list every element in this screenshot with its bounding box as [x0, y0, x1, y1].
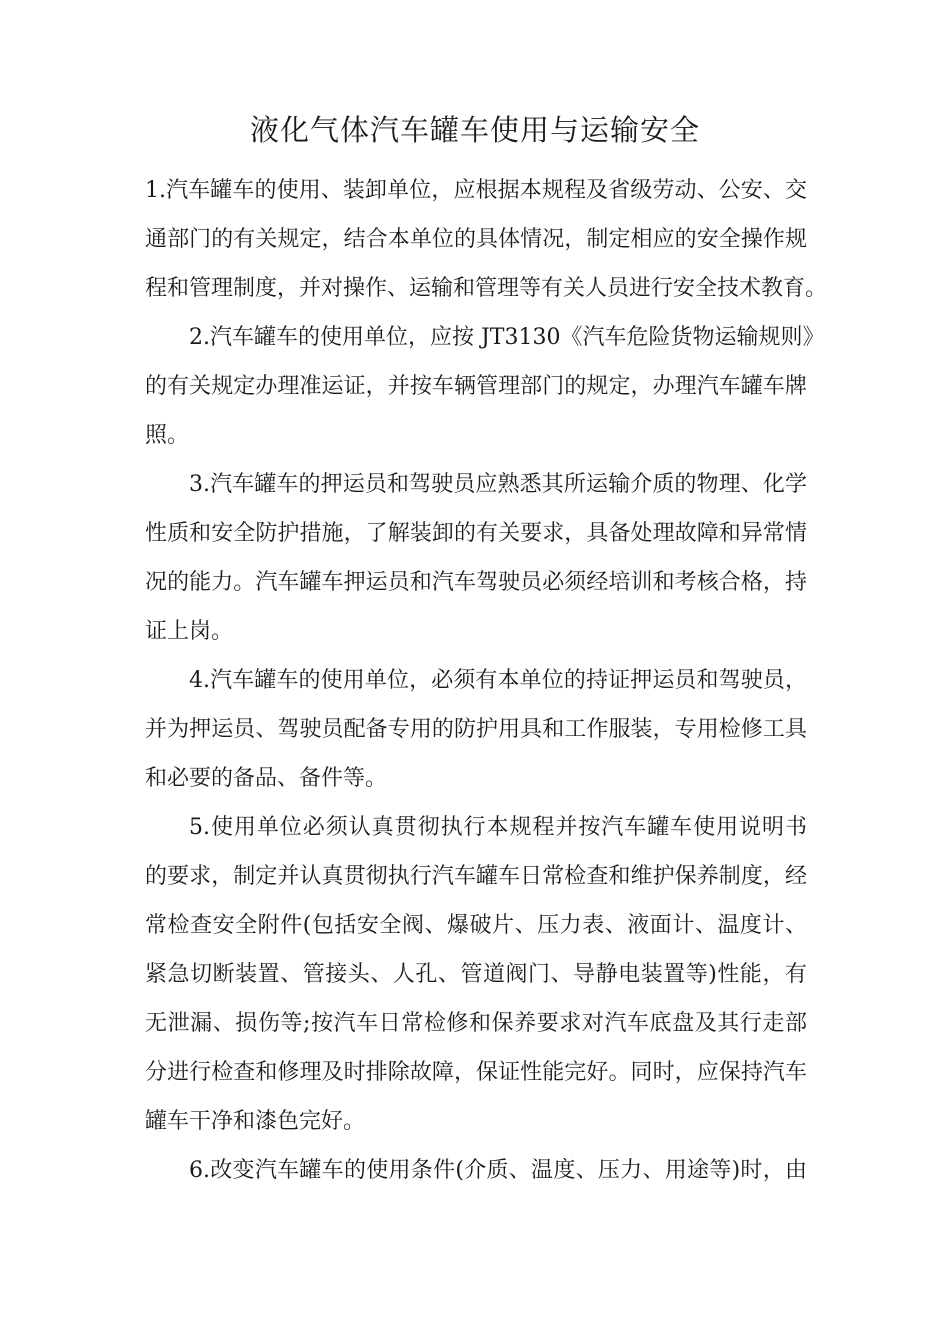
text-line: 无泄漏、损伤等;按汽车日常检修和保养要求对汽车底盘及其行走部	[145, 1011, 807, 1036]
text-line: 1.汽车罐车的使用、装卸单位，应根据本规程及省级劳动、公安、交	[145, 178, 807, 203]
text-line: 6.改变汽车罐车的使用条件(介质、温度、压力、用途等)时，由	[189, 1158, 807, 1183]
text-line: 并为押运员、驾驶员配备专用的防护用具和工作服装，专用检修工具	[145, 717, 807, 742]
text-line: 照。	[145, 423, 190, 448]
text-line: 通部门的有关规定，结合本单位的具体情况，制定相应的安全操作规	[145, 227, 807, 252]
paragraph-6	[145, 1146, 807, 1195]
paragraph-2	[145, 313, 825, 460]
text-line: 3.汽车罐车的押运员和驾驶员应熟悉其所运输介质的物理、化学	[189, 472, 807, 497]
text-line: 证上岗。	[145, 619, 234, 644]
paragraph-1	[145, 166, 828, 313]
document-body	[145, 166, 828, 1195]
page-title: 液化气体汽车罐车使用与运输安全	[249, 113, 700, 147]
text-line: 5.使用单位必须认真贯彻执行本规程并按汽车罐车使用说明书	[189, 815, 807, 840]
text-line: 况的能力。汽车罐车押运员和汽车驾驶员必须经培训和考核合格，持	[145, 570, 807, 595]
text-line: 和必要的备品、备件等。	[145, 766, 388, 791]
text-line: 分进行检查和修理及时排除故障，保证性能完好。同时，应保持汽车	[145, 1060, 807, 1085]
text-line: 紧急切断装置、管接头、人孔、管道阀门、导静电装置等)性能，有	[145, 962, 807, 987]
text-line: 的要求，制定并认真贯彻执行汽车罐车日常检查和维护保养制度，经	[145, 864, 807, 889]
paragraph-4	[145, 656, 807, 803]
text-line: 常检查安全附件(包括安全阀、爆破片、压力表、液面计、温度计、	[145, 913, 807, 938]
text-line: 2.汽车罐车的使用单位，应按 JT3130《汽车危险货物运输规则》	[189, 325, 825, 350]
text-line: 的有关规定办理准运证，并按车辆管理部门的规定，办理汽车罐车牌	[145, 374, 807, 399]
text-line: 4.汽车罐车的使用单位，必须有本单位的持证押运员和驾驶员，	[189, 668, 807, 693]
text-line: 性质和安全防护措施，了解装卸的有关要求，具备处理故障和异常情	[145, 521, 807, 546]
paragraph-3	[145, 460, 807, 656]
text-line: 程和管理制度，并对操作、运输和管理等有关人员进行安全技术教育。	[145, 276, 828, 301]
text-line: 罐车干净和漆色完好。	[145, 1109, 366, 1134]
paragraph-5	[145, 803, 807, 1146]
